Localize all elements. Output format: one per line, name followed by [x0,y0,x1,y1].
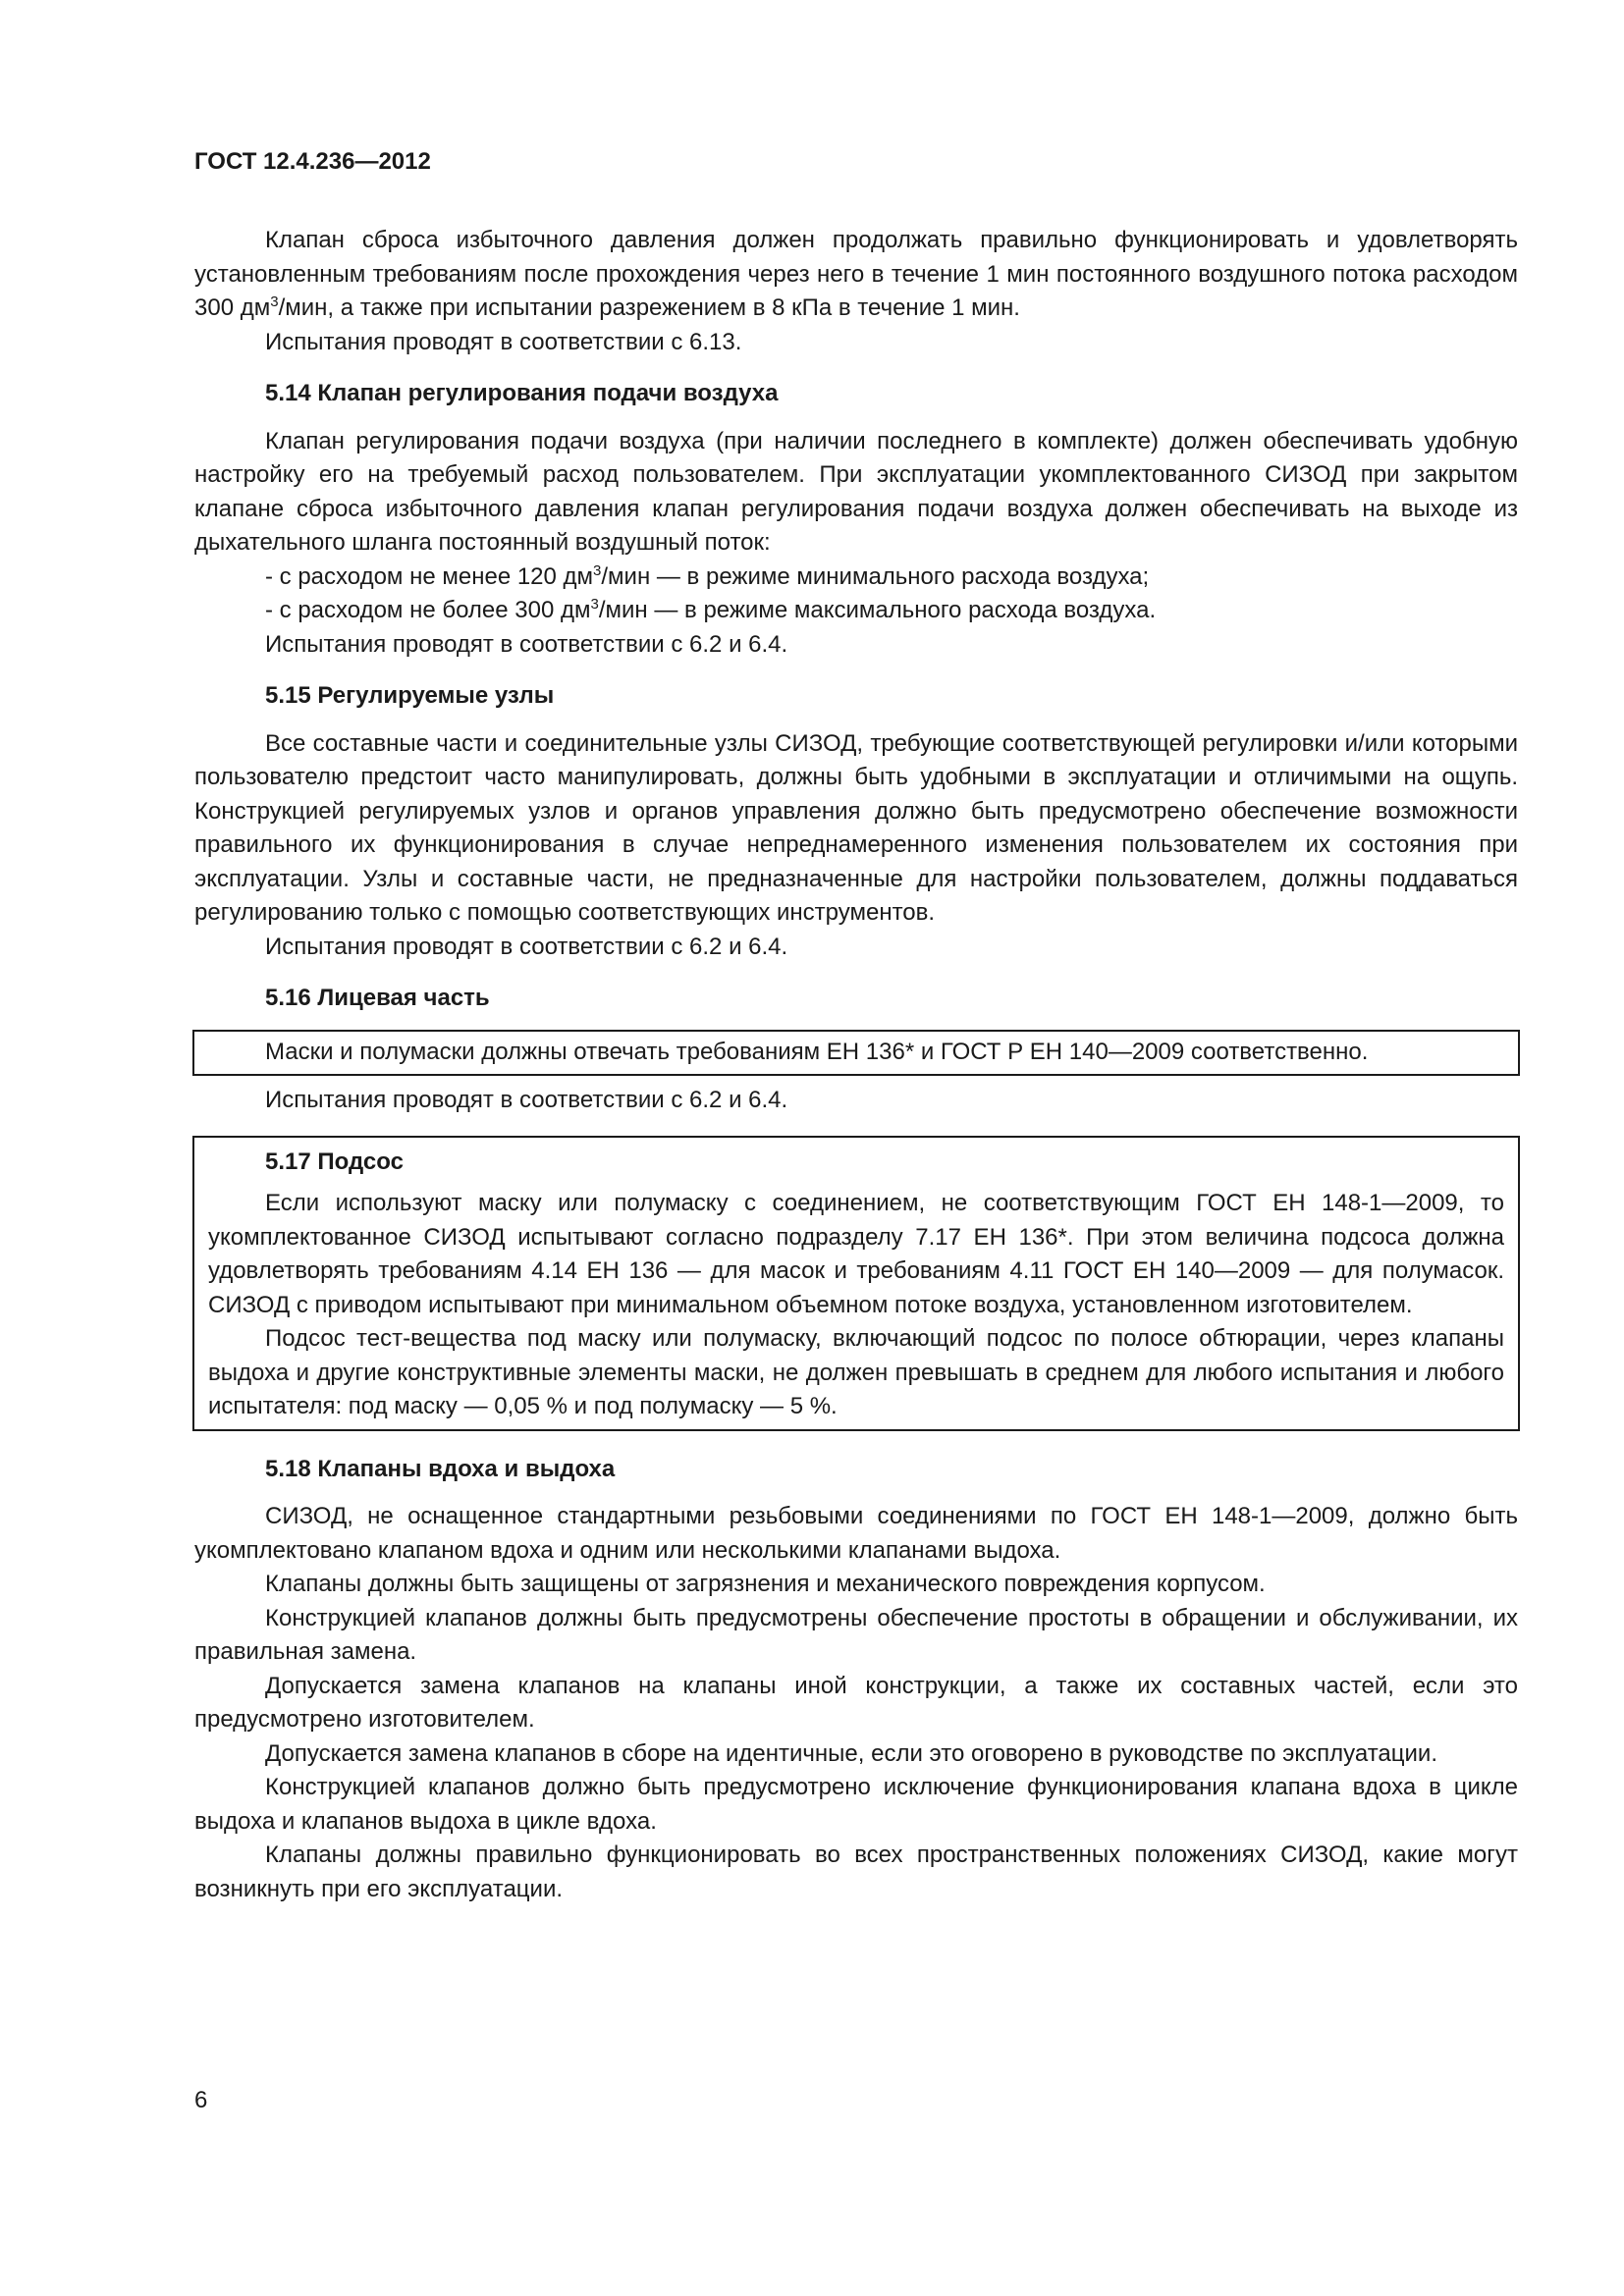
section-5-18-title: 5.18 Клапаны вдоха и выдоха [265,1455,616,1482]
section-5-18-paragraph: Конструкцией клапанов должно быть предусмотрено исключение функционирования клапана вдоха в цикле выдоха и клапанов выдоха в цикле вдоха. [194,1774,1518,1835]
document-header: ГОСТ 12.4.236—2012 [194,148,431,175]
section-5-14-paragraph: Клапан регулирования подачи воздуха (при наличии последнего в комплекте) должен обеспечивать удобную настройку его на требуемый расход пользователем. При эксплуатации укомплектованного СИЗОД при закрытом клапане сброса избыточного давления клапан регулирования подачи воздуха должен обеспечивать на выходе из дыхательного шланга постоянный воздушный поток: [194,427,1518,556]
section-5-17-title: 5.17 Подсос [265,1148,404,1175]
intro-test-reference: Испытания проводят в соответствии с 6.13. [265,328,742,355]
section-5-18-paragraph: Клапаны должны правильно функционировать во всех пространственных положениях СИЗОД, какие могут возникнуть при его эксплуатации. [194,1842,1518,1902]
section-5-15-test-reference: Испытания проводят в соответствии с 6.2 и 6.4. [265,933,788,960]
section-5-17-paragraph: Подсос тест-вещества под маску или полумаску, включающий подсос по полосе обтюрации, через клапаны выдоха и другие конструктивные элементы маски, не должен превышать в среднем для любого испытания и любого испытателя: под маску — 0,05 % и под полумаску — 5 %. [208,1325,1504,1419]
section-5-17-box [192,1136,1520,1431]
section-5-18-paragraph: СИЗОД, не оснащенное стандартными резьбовыми соединениями по ГОСТ ЕН 148-1—2009, должно быть укомплектовано клапаном вдоха и одним или несколькими клапанами выдоха. [194,1503,1518,1564]
section-5-14-list-item: - с расходом не менее 120 $дм^3$/мин — в режиме минимального расхода воздуха; [265,561,1150,590]
section-5-16-boxed-text [192,1030,1520,1077]
section-5-18-paragraph: Конструкцией клапанов должны быть предусмотрены обеспечение простоты в обращении и обслуживании, их правильная замена. [194,1604,1518,1665]
section-5-16-title: 5.16 Лицевая часть [265,985,490,1011]
section-5-18-paragraph: Допускается замена клапанов в сборе на идентичные, если это оговорено в руководстве по эксплуатации. [265,1739,1437,1767]
section-5-15-title: 5.15 Регулируемые узлы [265,682,555,709]
section-5-18-paragraph: Клапаны должны быть защищены от загрязнения и механического повреждения корпусом. [265,1571,1266,1597]
document-body [194,224,1518,1906]
section-5-14-title: 5.14 Клапан регулирования подачи воздуха [265,380,779,406]
intro-paragraph: Клапан сброса избыточного давления должен продолжать правильно функционировать и удовлетворять установленным требованиям после прохождения через него в течение 1 мин постоянного воздушного потока расходом 300 $дм^3$/мин, а также при испытании разрежением в 8 кПа в течение 1 мин. [194,227,1518,321]
page-number: 6 [194,2087,208,2113]
section-5-14-test-reference: Испытания проводят в соответствии с 6.2 и 6.4. [265,630,788,658]
section-5-16-paragraph: Маски и полумаски должны отвечать требованиям ЕН 136* и ГОСТ Р ЕН 140—2009 соответственно. [265,1038,1369,1065]
section-5-17-paragraph: Если используют маску или полумаску с соединением, не соответствующим ГОСТ ЕН 148-1—2009, то укомплектованное СИЗОД испытывают согласно подразделу 7.17 ЕН 136*. При этом величина подсоса должна удовлетворять требованиям 4.14 ЕН 136 — для масок и требованиям 4.11 ГОСТ ЕН 140—2009 — для полумасок. СИЗОД с приводом испытывают при минимальном объемном потоке воздуха, установленном изготовителем. [208,1190,1504,1318]
section-5-14-list-item: - с расходом не более 300 $дм^3$/мин — в режиме максимального расхода воздуха. [265,596,1157,623]
section-5-18-paragraph: Допускается замена клапанов на клапаны иной конструкции, а также их составных частей, если это предусмотрено изготовителем. [194,1672,1518,1733]
section-5-15-paragraph: Все составные части и соединительные узлы СИЗОД, требующие соответствующей регулировки и/или которыми пользователю предстоит часто манипулировать, должны быть удобными в эксплуатации и отличимыми на ощупь. Конструкцией регулируемых узлов и органов управления должно быть предусмотрено обеспечение возможности правильного их функционирования в случае непреднамеренного изменения пользователем их состояния при эксплуатации. Узлы и составные части, не предназначенные для настройки пользователем, должны поддаваться регулированию только с помощью соответствующих инструментов. [194,729,1518,926]
section-5-16-test-reference: Испытания проводят в соответствии с 6.2 и 6.4. [265,1087,788,1113]
